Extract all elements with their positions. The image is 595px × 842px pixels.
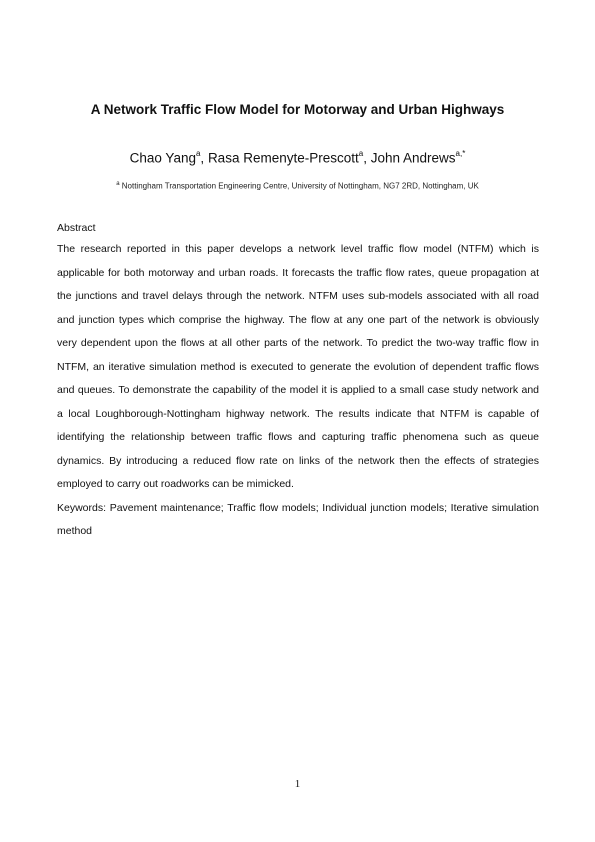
- page-number: 1: [294, 778, 301, 790]
- affiliation-mark: a: [116, 181, 120, 187]
- affiliation: [0, 181, 595, 191]
- author-affiliation-mark: a: [358, 149, 364, 158]
- author-separator: ,: [200, 150, 208, 166]
- paper-title: A Network Traffic Flow Model for Motorway and Urban Highways: [90, 102, 505, 117]
- author-name: Chao Yang: [129, 150, 196, 166]
- author-affiliation-mark: a,*: [455, 149, 466, 158]
- author-list: [0, 150, 595, 166]
- affiliation-text: Nottingham Transportation Engineering Centre, University of Nottingham, NG7 2RD, Nottingham, UK: [119, 181, 479, 191]
- author-name: John Andrews: [370, 150, 456, 166]
- abstract-heading: Abstract: [57, 222, 96, 234]
- keywords: Keywords: Pavement maintenance; Traffic flow models; Individual junction models; Iterative simulation method: [57, 501, 539, 537]
- author-separator: ,: [363, 150, 371, 166]
- abstract-text: The research reported in this paper develops a network level traffic flow model (NTFM) which is applicable for both motorway and urban roads. It forecasts the traffic flow rates, queue propagation at the junctions and travel delays through the network. NTFM uses sub-models associated with all road and junction types which comprise the highway. The flow at any one part of the network is obviously very dependent upon the flows at all other parts of the network. To predict the two-way traffic flow in NTFM, an iterative simulation method is executed to generate the evolution of dependent traffic flows and queues. To demonstrate the capability of the model it is applied to a small case study network and a local Loughborough-Nottingham highway network. The results indicate that NTFM is capable of identifying the relationship between traffic flows and capturing traffic phenomena such as queue dynamics. By introducing a reduced flow rate on links of the network then the effects of strategies employed to carry out roadworks can be mimicked.: [57, 243, 539, 490]
- abstract-section: [57, 238, 539, 544]
- author-affiliation-mark: a: [195, 149, 201, 158]
- author-name: Rasa Remenyte-Prescott: [207, 150, 359, 166]
